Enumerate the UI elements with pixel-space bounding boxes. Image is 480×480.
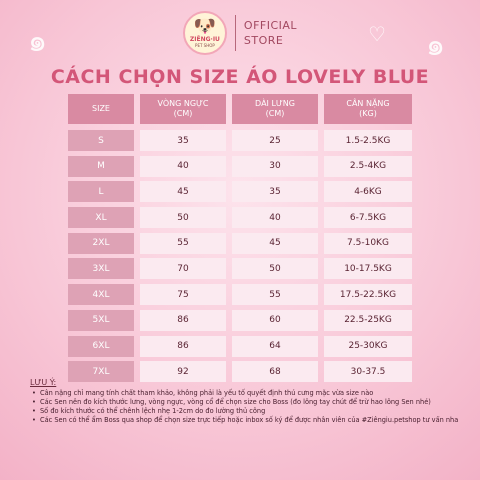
table-row	[68, 258, 412, 279]
header-can-nang: CÂN NẶNG (KG)	[324, 94, 412, 124]
store-label	[244, 18, 297, 48]
header-divider	[235, 15, 236, 51]
cell-size: M	[68, 156, 134, 177]
cell-dai-lung: 60	[232, 310, 318, 331]
cell-dai-lung: 64	[232, 336, 318, 357]
cell-size: S	[68, 130, 134, 151]
store-line-1: OFFICIAL	[243, 19, 298, 32]
note-item: • Số đo kích thước có thể chênh lệch nhẹ 1-2cm do đo lường thủ công	[30, 407, 460, 416]
heart-icon: ♡	[368, 22, 386, 46]
header	[0, 8, 480, 58]
cell-can-nang: 25-30KG	[324, 336, 412, 357]
page-title: CÁCH CHỌN SIZE ÁO LOVELY BLUE	[50, 66, 430, 88]
store-line-2: STORE	[243, 34, 284, 47]
cell-vong-nguc: 55	[140, 233, 226, 254]
cell-dai-lung: 45	[232, 233, 318, 254]
table-row	[68, 310, 412, 331]
cell-size: 7XL	[68, 361, 134, 382]
cell-vong-nguc: 86	[140, 336, 226, 357]
cell-vong-nguc: 86	[140, 310, 226, 331]
note-item: • Các Sen nên đo kích thước lưng, vòng ngực, vòng cổ để chọn size cho Boss (đo lông tay chút để trừ hao lông Sen nhé)	[30, 398, 460, 407]
cell-size: 5XL	[68, 310, 134, 331]
logo-brand: ZIÊNG·IU	[189, 36, 220, 43]
cell-vong-nguc: 75	[140, 284, 226, 305]
cell-dai-lung: 40	[232, 207, 318, 228]
cell-can-nang: 22.5-25KG	[324, 310, 412, 331]
table-row	[68, 207, 412, 228]
table-header-row	[68, 94, 412, 124]
spiral-icon-right: ๑	[426, 28, 446, 63]
note-item: • Cân nặng chỉ mang tính chất tham khảo, không phải là yếu tố quyết định thú cưng mặc vừa size nào	[30, 389, 460, 398]
cell-size: 4XL	[68, 284, 134, 305]
header-size: SIZE	[68, 94, 134, 124]
cell-can-nang: 30-37.5	[324, 361, 412, 382]
cell-dai-lung: 35	[232, 181, 318, 202]
cell-size: L	[68, 181, 134, 202]
shop-logo	[183, 11, 227, 55]
cell-dai-lung: 25	[232, 130, 318, 151]
cell-size: 6XL	[68, 336, 134, 357]
cell-can-nang: 10-17.5KG	[324, 258, 412, 279]
cell-can-nang: 4-6KG	[324, 181, 412, 202]
cell-dai-lung: 55	[232, 284, 318, 305]
note-item: • Các Sen có thể ẩm Boss qua shop để chọn size trực tiếp hoặc inbox số ký để được nhân viên của #Ziêngiu.petshop tư vấn nha	[30, 416, 460, 425]
size-table	[68, 94, 412, 387]
table-row	[68, 156, 412, 177]
table-row	[68, 284, 412, 305]
header-vong-nguc: VÒNG NGỰC (CM)	[140, 94, 226, 124]
notes-section	[30, 378, 460, 425]
cell-size: 2XL	[68, 233, 134, 254]
header-dai-lung: DÀI LƯNG (CM)	[232, 94, 318, 124]
table-row	[68, 130, 412, 151]
cell-size: 3XL	[68, 258, 134, 279]
corgi-icon: 🐶	[193, 16, 217, 37]
cell-dai-lung: 68	[232, 361, 318, 382]
cell-can-nang: 1.5-2.5KG	[324, 130, 412, 151]
cell-dai-lung: 50	[232, 258, 318, 279]
cell-size: XL	[68, 207, 134, 228]
cell-can-nang: 2.5-4KG	[324, 156, 412, 177]
cell-can-nang: 7.5-10KG	[324, 233, 412, 254]
spiral-icon-left: ๑	[28, 24, 48, 59]
logo-sub: PET SHOP	[195, 43, 215, 48]
cell-vong-nguc: 45	[140, 181, 226, 202]
table-row	[68, 233, 412, 254]
cell-can-nang: 17.5-22.5KG	[324, 284, 412, 305]
cell-vong-nguc: 70	[140, 258, 226, 279]
table-row	[68, 336, 412, 357]
table-row	[68, 181, 412, 202]
cell-can-nang: 6-7.5KG	[324, 207, 412, 228]
cell-dai-lung: 30	[232, 156, 318, 177]
cell-vong-nguc: 40	[140, 156, 226, 177]
notes-list	[30, 389, 460, 425]
cell-vong-nguc: 50	[140, 207, 226, 228]
notes-title: LƯU Ý:	[30, 378, 57, 387]
cell-vong-nguc: 35	[140, 130, 226, 151]
cell-vong-nguc: 92	[140, 361, 226, 382]
